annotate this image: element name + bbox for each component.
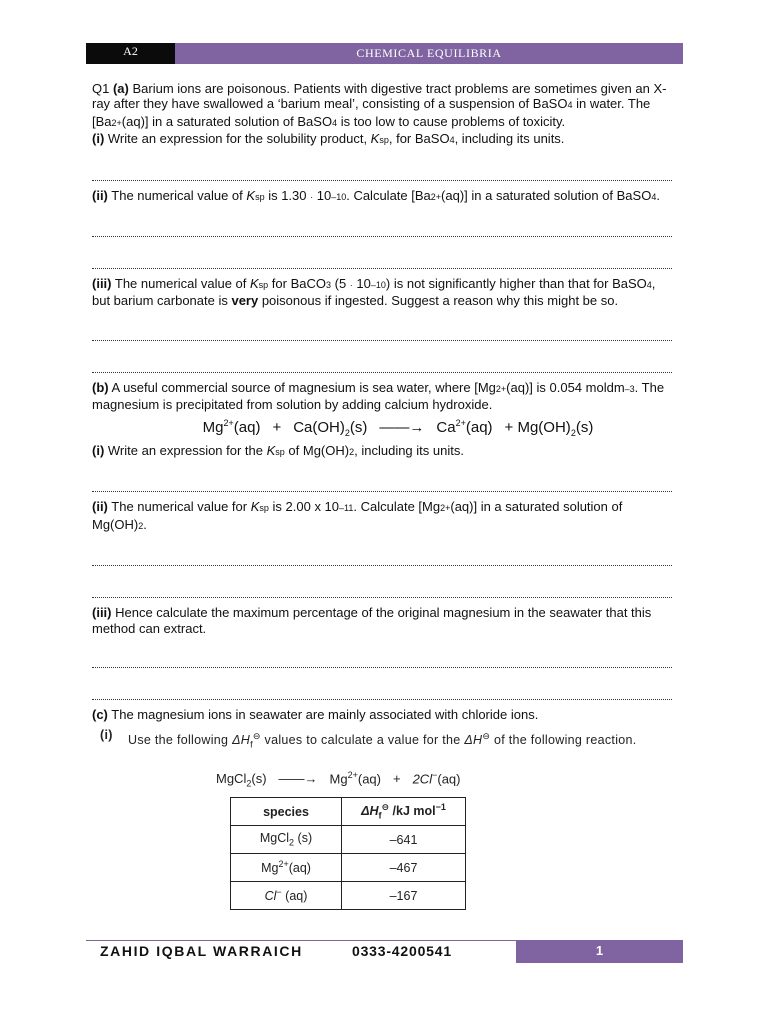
dissolution-equation: MgCl$_2$(s) ——→ $Mg^{2+}(aq)$ + 2Cl−(aq): [216, 770, 461, 790]
answer-line[interactable]: [92, 358, 672, 373]
question-a-iii: (iii) The numerical value of Ksp for BaCO3 (5 · 10–10) is not significantly higher than that for BaSO4, but barium carbonate is very poisonous if ingested. Suggest a reason why this might be so.: [92, 276, 656, 309]
answer-line[interactable]: [92, 254, 672, 269]
species-cell: MgCl$_2$ (s): [231, 826, 342, 854]
answer-line[interactable]: [92, 222, 672, 237]
column-header-enthalpy: $\Delta H_f^⊖$ /kJ mol$^{-1}$: [342, 798, 466, 826]
page-number: 1: [516, 941, 683, 963]
question-b-ii: (ii) The numerical value for Ksp is 2.00 x 10–11. Calculate [Mg2+(aq)] in a saturated solution of Mg(OH)2.: [92, 499, 623, 532]
question-b-intro: (b) A useful commercial source of magnesium is sea water, where [Mg2+(aq)] is 0.054 moldm–3. The magnesium is precipitated from solution by adding calcium hydroxide.: [92, 379, 665, 413]
page-header: [86, 43, 683, 64]
q1-intro: Q1 (a) Barium ions are poisonous. Patients with digestive tract problems are sometimes given an X-ray after they have swallowed a ‘barium meal’, consisting of a suspension of BaSO4 in water. The [Ba2+(aq)] in a saturated solution of BaSO4 is too low to cause problems of toxicity.: [92, 81, 667, 129]
question-c-intro: (c) The magnesium ions in seawater are mainly associated with chloride ions.: [92, 707, 539, 723]
question-b-iii: (iii) Hence calculate the maximum percentage of the original magnesium in the seawater that this method can extract.: [92, 605, 652, 636]
answer-line[interactable]: [92, 583, 672, 598]
author-name: ZAHID IQBAL WARRAICH: [100, 943, 303, 959]
level-label: A2: [86, 43, 175, 64]
table-row: [231, 826, 466, 854]
question-b-i: (i) Write an expression for the Ksp of Mg(OH)2, including its units.: [92, 443, 464, 459]
table-header-row: [231, 798, 466, 826]
answer-line[interactable]: [92, 477, 672, 492]
enthalpy-value: –167: [342, 882, 466, 910]
question-a-ii: (ii) The numerical value of Ksp is 1.30 · 10–10. Calculate [Ba2+(aq)] in a saturated solution of BaSO4.: [92, 187, 660, 203]
table-row: [231, 882, 466, 910]
enthalpy-value: –467: [342, 854, 466, 882]
answer-line[interactable]: [92, 166, 672, 181]
question-c-i: (i) Use the following $\Delta H_f^⊖$ values to calculate a value for the ΔH⊖ of the following reaction.: [100, 727, 637, 750]
answer-line[interactable]: [92, 326, 672, 341]
author-phone: 0333-4200541: [352, 943, 452, 959]
species-cell: Cl− (aq): [231, 882, 342, 910]
column-header-species: species: [231, 798, 342, 826]
species-cell: $Mg^{2+}(aq)$: [231, 854, 342, 882]
enthalpy-table: [230, 797, 466, 910]
question-a-i: (i) Write an expression for the solubility product, Ksp, for BaSO4, including its units.: [92, 131, 565, 147]
reaction-arrow-icon: ——→: [278, 771, 318, 787]
precipitation-equation: $Mg^{2+}(aq)$ + $Ca(OH)_2(s)$ ——→ $Ca^{2+}(aq)$ + $Mg(OH)_2(s)$: [202, 417, 594, 438]
answer-line[interactable]: [92, 653, 672, 668]
page-footer: [86, 940, 683, 963]
answer-line[interactable]: [92, 551, 672, 566]
table-row: [231, 854, 466, 882]
question-content: [92, 81, 674, 792]
chapter-title: CHEMICAL EQUILIBRIA: [175, 43, 683, 64]
answer-line[interactable]: [92, 685, 672, 700]
enthalpy-value: –641: [342, 826, 466, 854]
reaction-arrow-icon: ——→: [379, 418, 425, 436]
